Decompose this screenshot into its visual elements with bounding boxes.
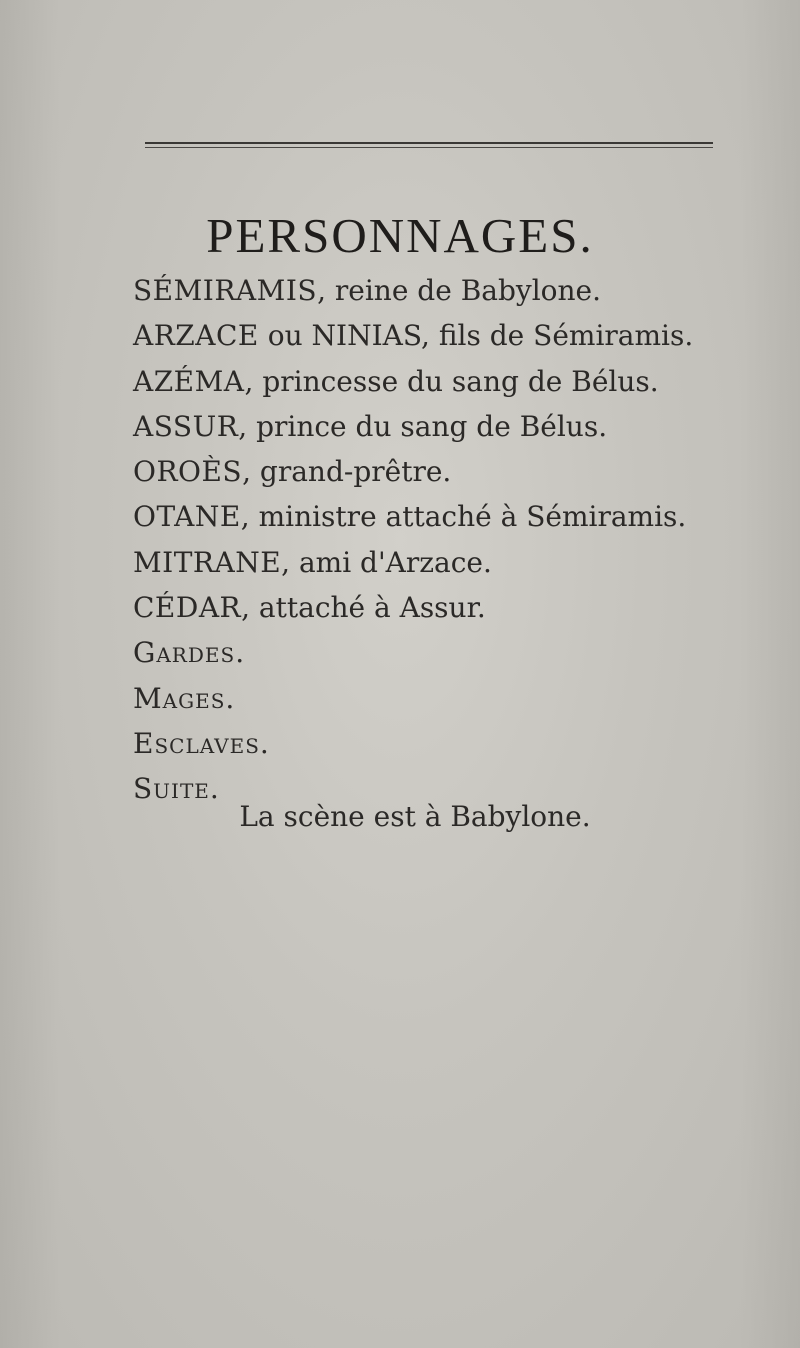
group-entry: Mages. xyxy=(133,681,236,715)
character-description: , reine de Babylone. xyxy=(317,274,602,307)
character-entry xyxy=(133,313,773,358)
character-entry xyxy=(133,404,773,449)
dramatis-personae-list xyxy=(133,268,773,812)
character-name: ARZACE xyxy=(133,319,259,353)
group-entry: Suite. xyxy=(133,772,220,806)
character-name: OTANE xyxy=(133,500,241,534)
character-entry xyxy=(133,449,773,494)
character-name: OROÈS xyxy=(133,455,243,489)
character-name: ASSUR xyxy=(133,409,239,443)
group-entry: Gardes. xyxy=(133,636,246,670)
character-name: SÉMIRAMIS xyxy=(133,274,318,307)
character-name: AZÉMA xyxy=(133,364,245,398)
character-name: CÉDAR xyxy=(133,591,242,625)
character-entry xyxy=(133,268,773,313)
character-entry xyxy=(133,540,773,585)
group-entry: Esclaves. xyxy=(133,726,270,760)
character-description: , attaché à Assur. xyxy=(241,591,486,625)
character-entry xyxy=(133,585,773,630)
scene-location: La scène est à Babylone. xyxy=(239,800,591,833)
rule-thin-line xyxy=(145,147,713,148)
rule-thick-line xyxy=(145,142,713,144)
character-description: , ami d'Arzace. xyxy=(281,545,492,579)
character-description: , princesse du sang de Bélus. xyxy=(244,364,659,398)
page-title: PERSONNAGES. xyxy=(206,208,594,263)
character-entry xyxy=(133,494,773,539)
character-entry xyxy=(133,359,773,404)
character-description: , ministre attaché à Sémiramis. xyxy=(240,500,687,534)
character-description: , grand-prêtre. xyxy=(242,455,452,489)
character-description: ou NINIAS, fils de Sémiramis. xyxy=(258,319,694,353)
double-rule xyxy=(145,142,713,152)
character-name: MITRANE xyxy=(133,545,282,579)
character-description: , prince du sang de Bélus. xyxy=(238,409,608,443)
